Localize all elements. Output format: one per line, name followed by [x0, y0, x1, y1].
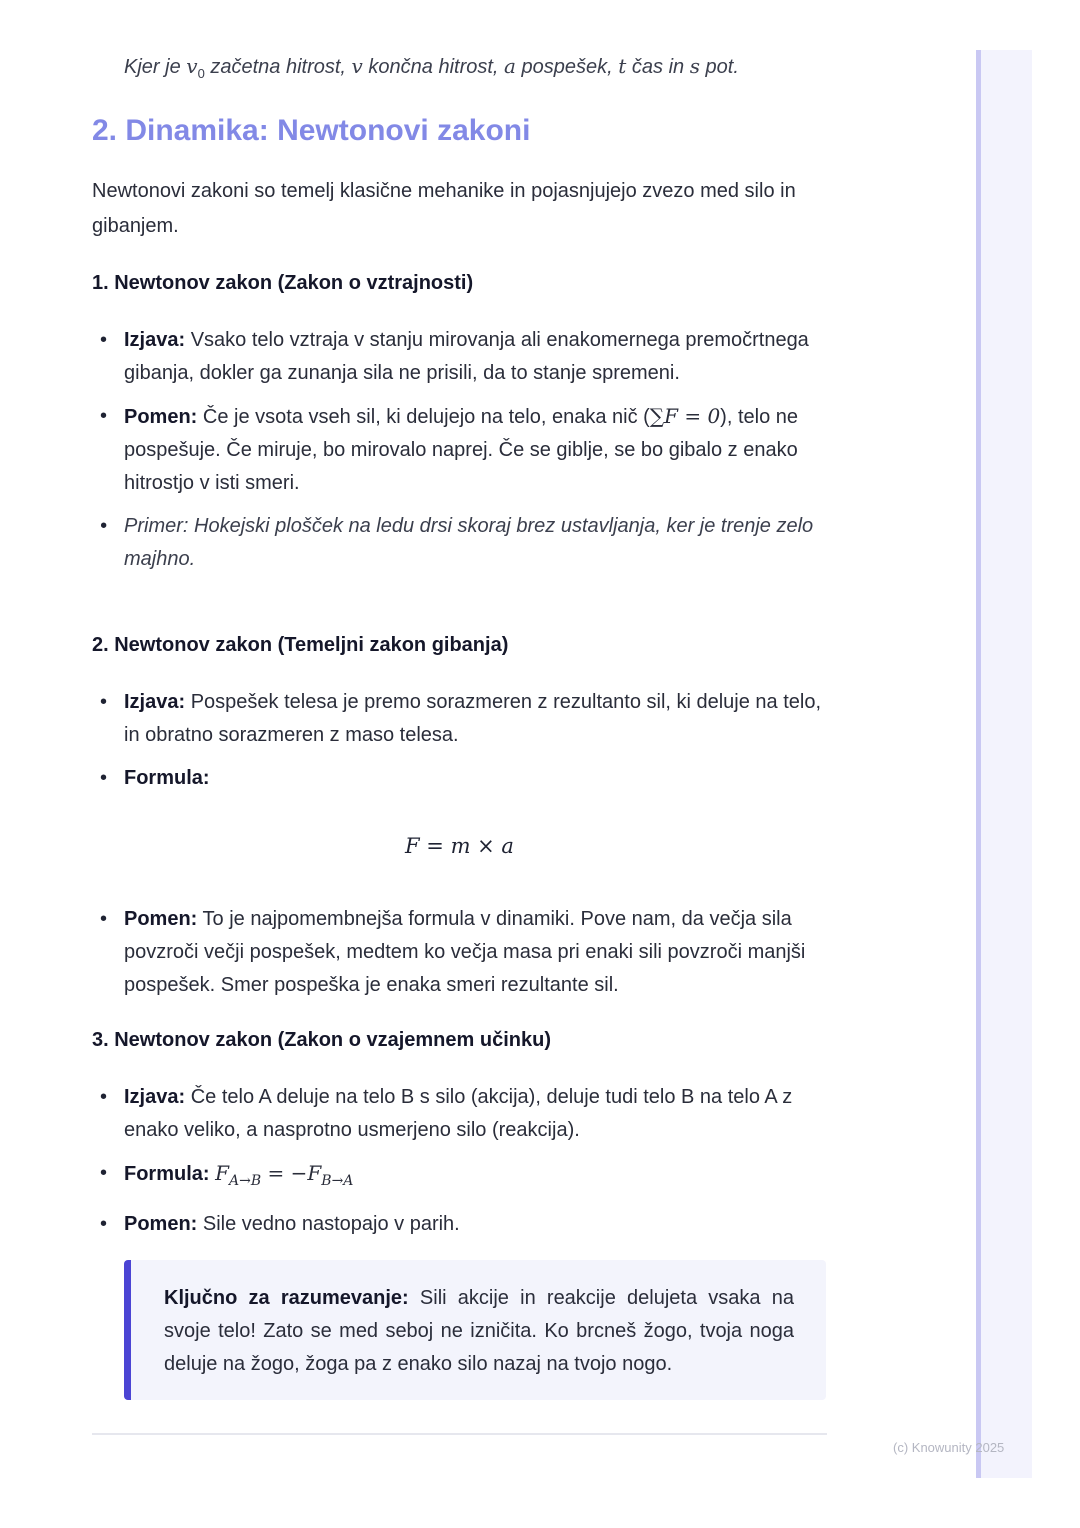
- var-s: s: [689, 54, 700, 78]
- law2-list: [92, 686, 827, 805]
- formula-part: F: [307, 1161, 322, 1185]
- sum-force-formula: ∑F = 0: [649, 404, 721, 428]
- law3-heading: 3. Newtonov zakon (Zakon o vzajemnem učinku): [92, 1029, 551, 1051]
- item-text: Primer: Hokejski plošček na ledu drsi skoraj brez ustavljanja, ker je trenje zelo majhno.: [124, 515, 814, 570]
- item-label: Pomen:: [124, 406, 198, 428]
- law1-heading: 1. Newtonov zakon (Zakon o vztrajnosti): [92, 272, 474, 294]
- var-v0: v: [186, 54, 198, 78]
- item-text: Če je vsota vseh sil, ki delujejo na telo, enaka nič (: [197, 406, 650, 428]
- item-text: Vsako telo vztraja v stanju mirovanja ali enakomernega premočrtnega gibanja, dokler ga zunanja sila ne prisili, da to stanje spremeni.: [124, 329, 809, 384]
- item-label: Pomen:: [124, 908, 198, 930]
- item-label: Izjava:: [124, 1086, 186, 1108]
- formula-sub: B→A: [321, 1173, 354, 1189]
- callout-text: Sili akcije in reakcije delujeta vsaka na svoje telo! Zato se med seboj ne izničita. Ko brcneš žogo, tvoja noga deluje na žogo, žoga pa z enako silo nazaj na tvojo nogo.: [164, 1287, 794, 1375]
- formula-sub: A→B: [229, 1173, 262, 1189]
- list-item: [92, 324, 827, 390]
- formula-part: F: [215, 1161, 230, 1185]
- legend-text: začetna hitrost,: [204, 56, 352, 78]
- law1-list: [92, 324, 827, 586]
- var-a: a: [504, 54, 516, 78]
- var-v0-sub: 0: [197, 66, 205, 81]
- list-item: [92, 762, 827, 795]
- list-item: [92, 1081, 827, 1147]
- copyright: (c) Knowunity 2025: [893, 1440, 1005, 1455]
- item-text: Če telo A deluje na telo B s silo (akcija), deluje tudi telo B na telo A z enako veliko, a nasprotno usmerjeno silo (reakcija).: [124, 1086, 793, 1141]
- variables-legend: [124, 54, 739, 81]
- legend-text: Kjer je: [124, 56, 187, 78]
- section-title: 2. Dinamika: Newtonovi zakoni: [92, 114, 531, 147]
- item-text: ), telo ne pospešuje. Če miruje, bo mirovalo naprej. Če se giblje, se bo gibalo z enako hitrostjo v isti smeri.: [124, 406, 798, 494]
- side-panel: [976, 50, 1032, 1478]
- list-item: [92, 686, 827, 752]
- item-text: Sile vedno nastopajo v parih.: [197, 1213, 460, 1235]
- legend-text: čas in: [626, 56, 690, 78]
- item-text: Pospešek telesa je premo sorazmeren z rezultanto sil, ki deluje na telo, in obratno sorazmeren z maso telesa.: [124, 691, 822, 746]
- law2-heading: 2. Newtonov zakon (Temeljni zakon gibanja): [92, 634, 509, 656]
- var-v: v: [351, 54, 363, 78]
- item-label: Izjava:: [124, 329, 186, 351]
- formula-part: = −: [261, 1161, 308, 1185]
- list-item: [92, 1208, 827, 1241]
- item-label: Formula:: [124, 767, 210, 789]
- newton2-formula: F = m × a: [405, 834, 514, 858]
- divider: [92, 1433, 827, 1435]
- list-item: [92, 903, 827, 1002]
- key-insight-callout: [124, 1260, 826, 1400]
- item-label: Pomen:: [124, 1213, 198, 1235]
- newton3-formula: [215, 1161, 354, 1189]
- law3-list: [92, 1081, 827, 1251]
- list-item-example: [92, 510, 827, 576]
- legend-text: končna hitrost,: [362, 56, 505, 78]
- item-text: To je najpomembnejša formula v dinamiki. Pove nam, da večja sila povzroči večji pospešek, medtem ko večja masa pri enaki sili povzroči manjši pospešek. Smer pospeška je enaka smeri rezultante sil.: [124, 908, 806, 996]
- callout-label: Ključno za razumevanje:: [164, 1287, 409, 1309]
- legend-text: pot.: [699, 56, 739, 78]
- list-item: [92, 1157, 827, 1198]
- law2-list-after: [92, 903, 827, 1012]
- item-label: Formula:: [124, 1163, 210, 1185]
- item-label: Izjava:: [124, 691, 186, 713]
- var-t: t: [618, 54, 627, 78]
- section-intro: Newtonovi zakoni so temelj klasične mehanike in pojasnjujejo zvezo med silo in gibanjem.: [92, 180, 796, 237]
- list-item: [92, 400, 827, 500]
- legend-text: pospešek,: [515, 56, 619, 78]
